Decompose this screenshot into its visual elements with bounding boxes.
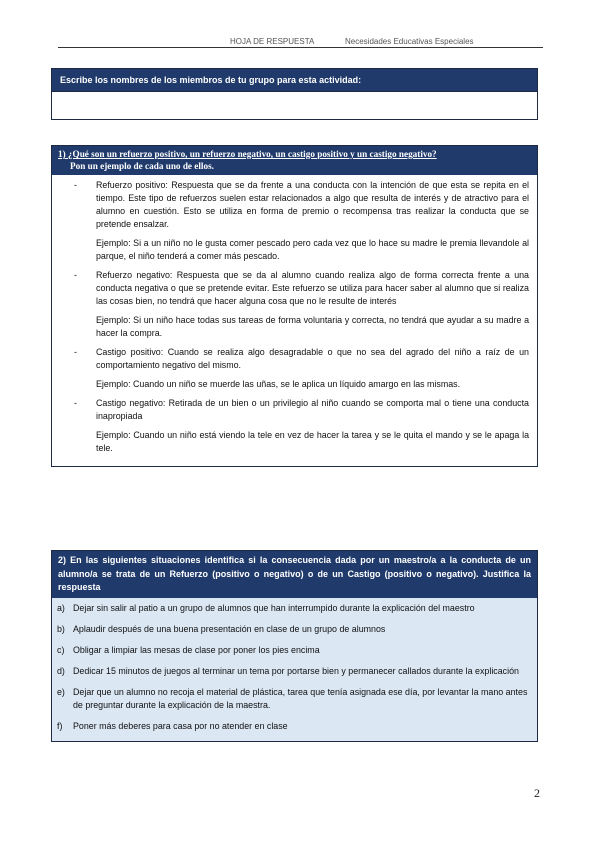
list-item: [52, 718, 537, 737]
group-names-field[interactable]: [52, 91, 537, 119]
item-text: Obligar a limpiar las mesas de clase por poner los pies encima: [73, 644, 320, 655]
answer-definition: Castigo negativo: Retirada de un bien o un privilegio al niño cuando se comporta mal o tiene una conducta inapropiada: [96, 398, 529, 421]
answer-definition: Castigo positivo: Cuando se realiza algo desagradable o que no sea del agrado del niño a raíz de un comportamiento negativo del mismo.: [96, 347, 529, 370]
list-dash: -: [74, 180, 77, 190]
question-1-number: 1): [58, 149, 66, 159]
question-1-box: [51, 145, 538, 467]
list-dash: -: [74, 398, 77, 408]
list-item: [60, 346, 529, 391]
question-1-title: [52, 146, 537, 175]
answer-example: Ejemplo: Cuando un niño está viendo la tele en vez de hacer la tarea y se le quita el mando y se le apaga la tele.: [96, 430, 529, 453]
answer-example: Ejemplo: Cuando un niño se muerde las uñas, se le aplica un líquido amargo en las mismas.: [96, 379, 461, 389]
question-1-answer: [52, 175, 537, 466]
header-left: HOJA DE RESPUESTA: [230, 37, 315, 46]
answer-example: Ejemplo: Si un niño hace todas sus tareas de forma voluntaria y correcta, no tendrá que ayudar a su madre a hacer la compra.: [96, 315, 529, 338]
item-text: Dedicar 15 minutos de juegos al terminar un tema por portarse bien y permanecer callados durante la explicación: [73, 665, 519, 676]
item-letter: d): [57, 665, 65, 676]
item-text: Aplaudir después de una buena presentación en clase de un grupo de alumnos: [73, 623, 386, 634]
answer-definition: Refuerzo positivo: Respuesta que se da frente a una conducta con la intención de que esta se repita en el tiempo. Este tipo de refuerzos suelen estar relacionados a algo que resulta de interés y de atractivo para el alumno en cuestión. Esto se utiliza en forma de premio o recompensa tras realizar la conducta que se pretende ensalzar.: [96, 180, 529, 229]
item-letter: c): [57, 644, 65, 655]
list-item: [52, 600, 537, 619]
list-item: [60, 179, 529, 263]
list-dash: -: [74, 270, 77, 280]
question-1-title-line1: ¿Qué son un refuerzo positivo, un refuerzo negativo, un castigo positivo y un castigo negativo?: [65, 149, 437, 159]
answer-example: Ejemplo: Si a un niño no le gusta comer pescado pero cada vez que lo hace su madre le premia llevandole al parque, el niño tenderá a comer más pescado.: [96, 238, 529, 261]
item-letter: f): [57, 720, 63, 731]
list-item: [60, 397, 529, 455]
group-names-box: [51, 68, 538, 120]
item-letter: e): [57, 686, 65, 697]
question-2-list: [52, 598, 537, 741]
question-2-box: [51, 550, 538, 742]
list-item: [60, 269, 529, 340]
item-text: Dejar sin salir al patio a un grupo de alumnos que han interrumpido durante la explicación del maestro: [73, 602, 475, 613]
item-text: Dejar que un alumno no recoja el material de plástica, tarea que tenía asignada ese día, por levantar la mano antes de preguntar durante la explicación de la maestra.: [73, 686, 528, 710]
list-item: [52, 621, 537, 640]
question-2-title: 2) En las siguientes situaciones identifica si la consecuencia dada por un maestro/a a la conducta de un alumno/a se trata de un Refuerzo (positivo o negativo) o de un Castigo (positivo o negativo). Justifica la respuesta: [52, 551, 537, 598]
group-names-title: Escribe los nombres de los miembros de tu grupo para esta actividad:: [52, 69, 537, 91]
item-letter: b): [57, 623, 65, 634]
item-text: Poner más deberes para casa por no atender en clase: [73, 720, 288, 731]
item-letter: a): [57, 602, 65, 613]
header-right: Necesidades Educativas Especiales: [345, 37, 474, 46]
question-1-title-line2: Pon un ejemplo de cada uno de ellos.: [70, 160, 214, 171]
answer-definition: Refuerzo negativo: Respuesta que se da al alumno cuando realiza algo de forma correcta frente a una conducta negativa o que se pretende evitar. Este refuerzo se utiliza para hacer saber al alumno que si realiza las cosas bien, no tendrá que hacer alguna cosa que no le resulte de interés: [96, 270, 529, 306]
header-divider: [58, 47, 543, 48]
list-dash: -: [74, 347, 77, 357]
list-item: [52, 663, 537, 682]
list-item: [52, 684, 537, 716]
list-item: [52, 642, 537, 661]
page-number: 2: [534, 786, 540, 800]
